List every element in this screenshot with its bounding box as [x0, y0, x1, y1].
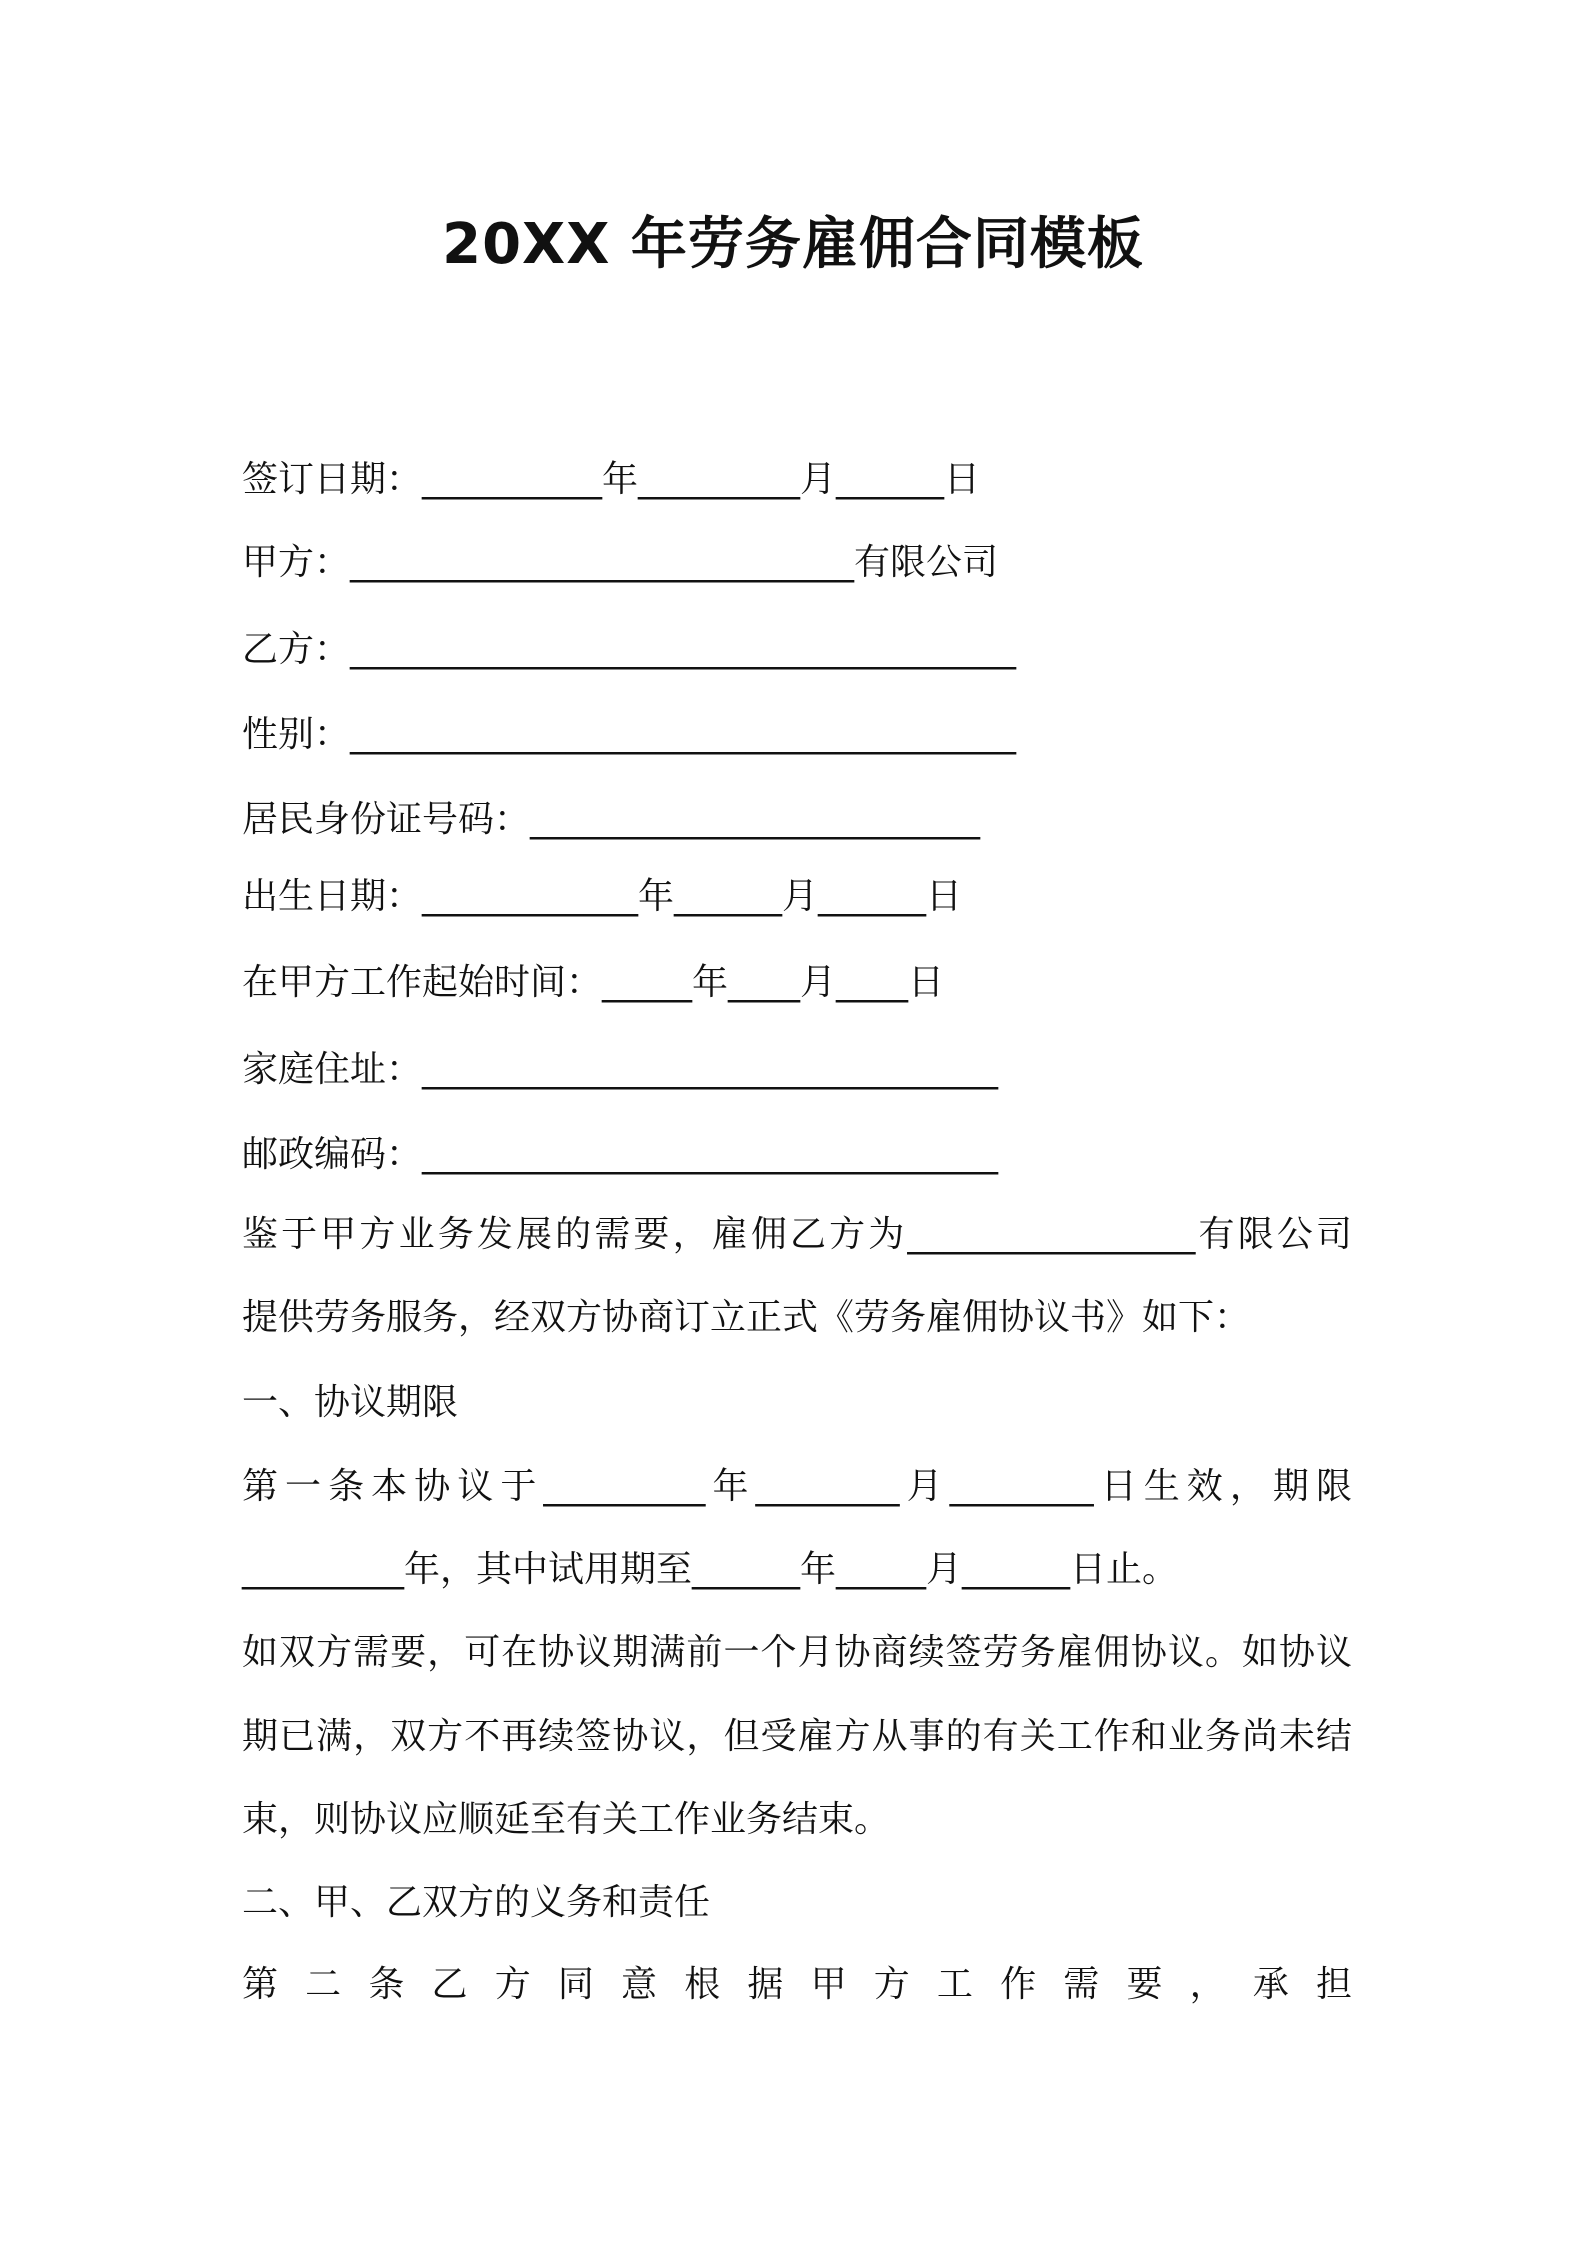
preamble-line-1: 鉴于甲方业务发展的需要，雇佣乙方为________________有限公司	[242, 1214, 1352, 1255]
signing-date-line: 签订日期：__________年_________月______日	[242, 459, 981, 500]
birth-date-line: 出生日期：____________年______月______日	[242, 876, 963, 917]
renewal-paragraph-line-1: 如双方需要，可在协议期满前一个月协商续签劳务雇佣协议。如协议	[242, 1632, 1352, 1673]
postal-code-line: 邮政编码：________________________________	[242, 1134, 999, 1175]
renewal-paragraph-line-3: 束，则协议应顺延至有关工作业务结束。	[242, 1799, 891, 1840]
renewal-paragraph-line-2: 期已满，双方不再续签协议，但受雇方从事的有关工作和业务尚未结	[242, 1716, 1352, 1757]
section-heading-term: 一、协议期限	[242, 1382, 459, 1423]
id-number-line: 居民身份证号码：_________________________	[242, 799, 981, 840]
preamble-line-2: 提供劳务服务，经双方协商订立正式《劳务雇佣协议书》如下：	[242, 1297, 1251, 1338]
article-two-line-1: 第二条乙方同意根据甲方工作需要，承担	[242, 1964, 1352, 2005]
document-title: 20XX 年劳务雇佣合同模板	[442, 212, 1144, 277]
article-one-line-2: _________年，其中试用期至______年_____月______日止。	[242, 1549, 1179, 1590]
party-b-line: 乙方：_____________________________________	[242, 629, 1017, 670]
home-address-line: 家庭住址：________________________________	[242, 1049, 999, 1090]
start-date-line: 在甲方工作起始时间：_____年____月____日	[242, 962, 945, 1003]
gender-line: 性别：_____________________________________	[242, 714, 1017, 755]
section-heading-obligations: 二、甲、乙双方的义务和责任	[242, 1882, 711, 1923]
party-a-line: 甲方：____________________________有限公司	[242, 542, 999, 583]
article-one-line-1: 第一条本协议于_________年________月________日生效，期限	[242, 1466, 1352, 1507]
